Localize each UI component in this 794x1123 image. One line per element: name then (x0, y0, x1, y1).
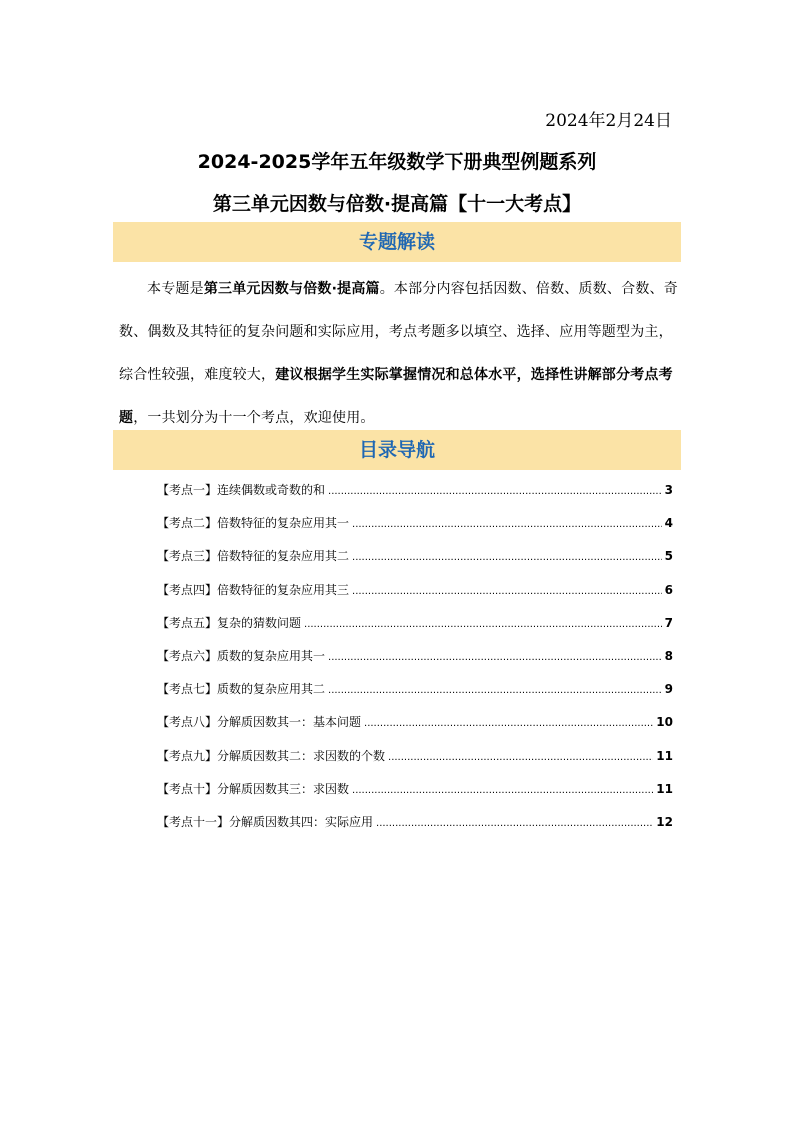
table-of-contents (157, 481, 677, 846)
toc-entry[interactable] (157, 713, 677, 746)
toc-leader-dots (388, 749, 653, 763)
toc-leader-dots (364, 715, 653, 729)
document-title: 2024-2025学年五年级数学下册典型例题系列 (197, 151, 597, 173)
toc-leader-dots (328, 682, 662, 696)
toc-leader-dots (328, 649, 662, 663)
toc-leader-dots (352, 782, 653, 796)
toc-entry-label: 【考点四】倍数特征的复杂应用其三 (157, 582, 350, 597)
toc-entry-label: 【考点六】质数的复杂应用其一 (157, 648, 326, 663)
toc-entry-page: 11 (656, 781, 673, 796)
intro-text-3: 。本部分内容包括因数、倍数、质数、合数、奇数、偶数及其特征的复杂问题和实际应用，考点考题多以填空、选择、应用等题型为主，综合性较强，难度较大， (119, 281, 678, 383)
toc-entry[interactable] (157, 647, 677, 680)
toc-entry-label: 【考点三】倍数特征的复杂应用其二 (157, 549, 350, 564)
section-banner-toc (113, 430, 681, 470)
toc-entry-label: 【考点五】复杂的猜数问题 (157, 615, 302, 630)
toc-entry-label: 【考点八】分解质因数其一：基本问题 (157, 715, 362, 730)
toc-entry-page: 4 (664, 516, 673, 531)
toc-leader-dots (352, 549, 662, 563)
section-heading-intro: 专题解读 (358, 231, 435, 253)
toc-entry-label: 【考点九】分解质因数其二：求因数的个数 (157, 748, 386, 763)
toc-entry[interactable] (157, 514, 677, 547)
intro-text-4: 建议根据学生实际掌握情况和总体水平，选择性讲解部分考点考题 (119, 367, 673, 426)
toc-entry-page: 10 (656, 715, 673, 730)
intro-text-5: ，一共划分为十一个考点，欢迎使用。 (133, 410, 375, 426)
toc-entry-page: 12 (656, 814, 673, 829)
toc-entry-page: 5 (664, 549, 673, 564)
toc-entry[interactable] (157, 547, 677, 580)
toc-entry[interactable] (157, 481, 677, 514)
section-heading-toc: 目录导航 (358, 439, 435, 461)
toc-entry-page: 9 (664, 682, 673, 697)
intro-text-2: 第三单元因数与倍数·提高篇 (203, 281, 380, 297)
toc-entry[interactable] (157, 581, 677, 614)
toc-entry-page: 6 (664, 582, 673, 597)
toc-leader-dots (304, 616, 662, 630)
toc-entry-label: 【考点一】连续偶数或奇数的和 (157, 483, 326, 497)
toc-entry-page: 8 (664, 648, 673, 663)
document-subtitle: 第三单元因数与倍数·提高篇【十一大考点】 (212, 193, 582, 215)
toc-entry-label: 【考点七】质数的复杂应用其二 (157, 682, 326, 697)
toc-entry-page: 3 (664, 483, 673, 497)
toc-entry[interactable] (157, 614, 677, 647)
toc-leader-dots (352, 516, 662, 530)
toc-leader-dots (352, 583, 662, 597)
toc-leader-dots (376, 815, 653, 829)
toc-entry[interactable] (157, 680, 677, 713)
toc-entry-page: 7 (664, 615, 673, 630)
toc-entry-page: 11 (656, 748, 673, 763)
toc-entry[interactable] (157, 747, 677, 780)
intro-paragraph (119, 268, 679, 440)
section-banner-intro (113, 222, 681, 262)
toc-entry[interactable] (157, 780, 677, 813)
intro-text-1: 本专题是 (147, 281, 204, 297)
toc-entry-label: 【考点十】分解质因数其三：求因数 (157, 781, 350, 796)
toc-entry-label: 【考点二】倍数特征的复杂应用其一 (157, 516, 350, 531)
toc-entry[interactable] (157, 813, 677, 846)
toc-entry-label: 【考点十一】分解质因数其四：实际应用 (157, 814, 374, 829)
document-date: 2024年2月24日 (545, 111, 672, 131)
toc-leader-dots (328, 483, 662, 497)
